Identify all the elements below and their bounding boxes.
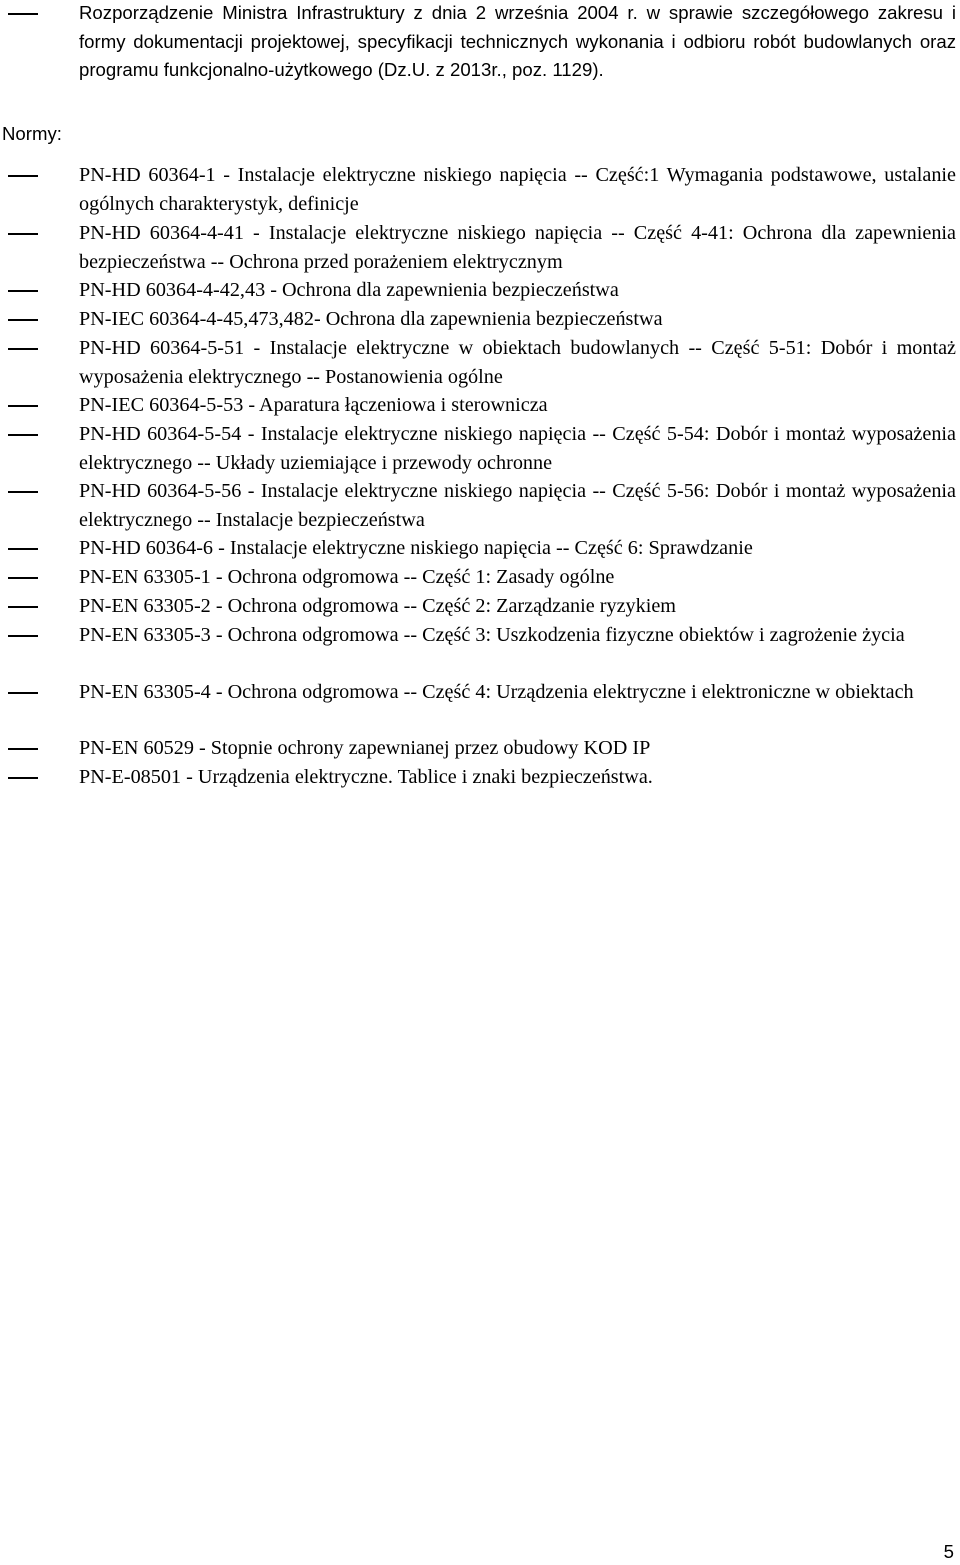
dash-bullet — [8, 348, 38, 350]
dash-bullet — [8, 405, 38, 407]
norm-text: PN-IEC 60364-4-45,473,482- Ochrona dla zapewnienia bezpieczeństwa — [79, 308, 663, 330]
norm-text: PN-HD 60364-6 - Instalacje elektryczne niskiego napięcia -- Część 6: Sprawdzanie — [79, 537, 753, 559]
dash-bullet — [8, 175, 38, 177]
dash-bullet — [8, 777, 38, 779]
dash-bullet — [8, 606, 38, 608]
dash-bullet — [8, 290, 38, 292]
norm-text: PN-HD 60364-5-56 - Instalacje elektryczne niskiego napięcia -- Część 5-56: Dobór i montaż wyposażenia elektrycznego -- Instalacje bezpieczeństwa — [79, 480, 956, 531]
dash-bullet — [8, 577, 38, 579]
norm-text: PN-HD 60364-4-41 - Instalacje elektryczne niskiego napięcia -- Część 4-41: Ochrona dla zapewnienia bezpieczeństwa -- Ochrona przed porażeniem elektrycznym — [79, 222, 956, 273]
regulation-text: Rozporządzenie Ministra Infrastruktury z dnia 2 września 2004 r. w sprawie szczegółowego zakresu i formy dokumentacji projektowej, specyfikacji technicznych wykonania i odbioru robót budowlanych oraz programu funkcjonalno-użytkowego (Dz.U. z 2013r., poz. 1129). — [79, 2, 956, 80]
norm-text: PN-E-08501 - Urządzenia elektryczne. Tablice i znaki bezpieczeństwa. — [79, 766, 653, 788]
norm-text: PN-EN 63305-1 - Ochrona odgromowa -- Część 1: Zasady ogólne — [79, 566, 615, 588]
norm-text: PN-EN 63305-4 - Ochrona odgromowa -- Część 4: Urządzenia elektryczne i elektroniczne w obiektach — [79, 681, 914, 703]
dash-bullet — [8, 491, 38, 493]
dash-bullet — [8, 13, 38, 15]
dash-bullet — [8, 635, 38, 637]
dash-bullet — [8, 319, 38, 321]
norm-text: PN-EN 60529 - Stopnie ochrony zapewnianej przez obudowy KOD IP — [79, 737, 651, 759]
dash-bullet — [8, 548, 38, 550]
dash-bullet — [8, 434, 38, 436]
dash-bullet — [8, 692, 38, 694]
norm-text: PN-IEC 60364-5-53 - Aparatura łączeniowa i sterownicza — [79, 394, 548, 416]
norm-text: PN-HD 60364-5-54 - Instalacje elektryczne niskiego napięcia -- Część 5-54: Dobór i montaż wyposażenia elektrycznego -- Układy uziemiające i przewody ochronne — [79, 423, 956, 474]
dash-bullet — [8, 233, 38, 235]
norm-text: PN-HD 60364-5-51 - Instalacje elektryczne w obiektach budowlanych -- Część 5-51: Dobór i montaż wyposażenia elektrycznego -- Postanowienia ogólne — [79, 337, 956, 388]
dash-bullet — [8, 748, 38, 750]
norms-heading: Normy: — [2, 123, 62, 144]
norm-text: PN-HD 60364-4-42,43 - Ochrona dla zapewnienia bezpieczeństwa — [79, 279, 619, 301]
norm-text: PN-EN 63305-2 - Ochrona odgromowa -- Część 2: Zarządzanie ryzykiem — [79, 595, 676, 617]
norm-text: PN-EN 63305-3 - Ochrona odgromowa -- Część 3: Uszkodzenia fizyczne obiektów i zagrożenie życia — [79, 624, 905, 646]
norm-text: PN-HD 60364-1 - Instalacje elektryczne niskiego napięcia -- Część:1 Wymagania podstawowe, ustalanie ogólnych charakterystyk, definicje — [79, 164, 956, 215]
page-number: 5 — [943, 1541, 954, 1562]
